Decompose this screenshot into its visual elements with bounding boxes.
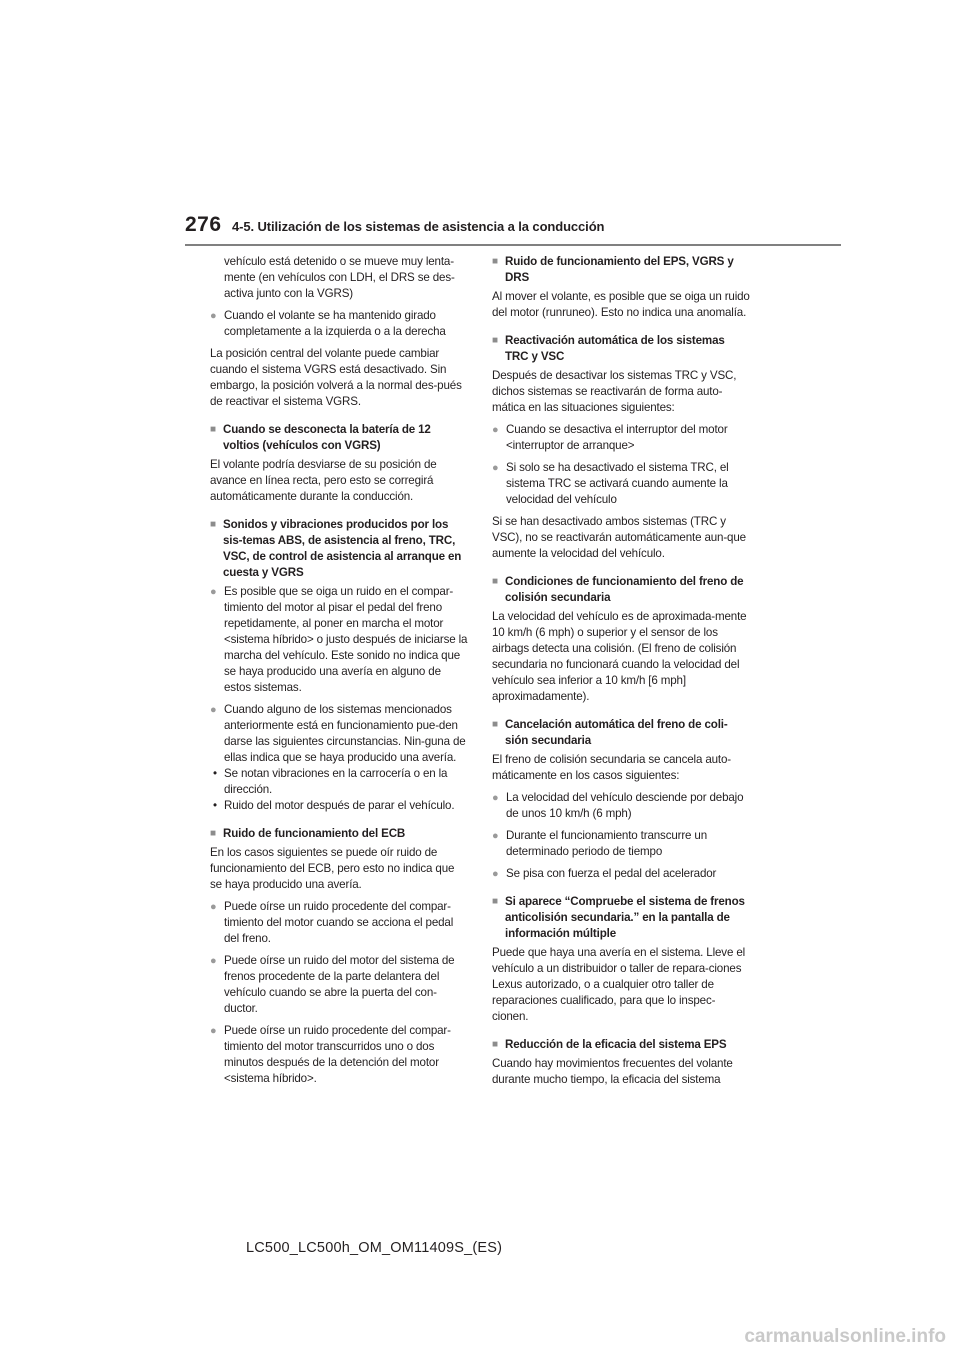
paragraph: La posición central del volante puede cambiar cuando el sistema VGRS está desactivado. Sin embargo, la posición volverá a la normal des-pués de reactivar el sistema VGRS.	[210, 347, 462, 408]
paragraph: El freno de colisión secundaria se cancela auto-máticamente en los casos siguientes:	[492, 753, 731, 782]
bullet-item: ● Puede oírse un ruido del motor del sistema de frenos procedente de la parte delantera del vehículo cuando se abre la puerta del con-ductor.	[210, 953, 468, 1017]
paragraph: Después de desactivar los sistemas TRC y VSC, dichos sistemas se reactivarán de forma auto-mática en las situaciones siguientes:	[492, 369, 737, 414]
paragraph: Al mover el volante, es posible que se oiga un ruido del motor (runruneo). Esto no indica una anomalía.	[492, 290, 750, 319]
bullet-item: ● Se pisa con fuerza el pedal del acelerador	[492, 866, 750, 882]
watermark-link[interactable]: carmanualsonline.info	[744, 1326, 946, 1347]
bullet-item: ● Puede oírse un ruido procedente del compar-timiento del motor cuando se acciona el pedal del freno.	[210, 899, 468, 947]
section-title: 4-5. Utilización de los sistemas de asistencia a la conducción	[232, 219, 605, 234]
bullet-item: ● La velocidad del vehículo desciende por debajo de unos 10 km/h (6 mph)	[492, 790, 750, 822]
bullet-item: ● Si solo se ha desactivado el sistema TRC, el sistema TRC se activará cuando aumente la velocidad del vehículo	[492, 460, 750, 508]
page-number: 276	[185, 213, 222, 236]
section-heading: ■ Reducción de la eficacia del sistema EPS	[492, 1037, 750, 1053]
page-header	[185, 213, 840, 247]
section-heading: ■ Ruido de funcionamiento del ECB	[210, 826, 468, 842]
left-column	[210, 254, 468, 1093]
header-divider	[185, 244, 841, 246]
section-heading: ■ Ruido de funcionamiento del EPS, VGRS y DRS	[492, 254, 750, 286]
bullet-item: ● Es posible que se oiga un ruido en el compar-timiento del motor al pisar el pedal del freno repetidamente, al poner en marcha el motor <sistema híbrido> o justo después de iniciarse la marcha del vehículo. Este sonido no indica que se haya producido una avería en alguno de estos sistemas.	[210, 584, 468, 696]
section-heading: ■ Reactivación automática de los sistemas TRC y VSC	[492, 333, 750, 365]
right-column	[492, 254, 750, 1094]
dot-item: • Se notan vibraciones en la carrocería o en la dirección.	[210, 766, 468, 798]
paragraph: Puede que haya una avería en el sistema. Lleve el vehículo a un distribuidor o taller de repara-ciones Lexus autorizado, o a cualquier otro taller de reparaciones cualificado, para que lo inspec-cionen.	[492, 946, 746, 1023]
bullet-item: ● Durante el funcionamiento transcurre un determinado periodo de tiempo	[492, 828, 750, 860]
paragraph: El volante podría desviarse de su posición de avance en línea recta, pero esto se corregirá automáticamente durante la conducción.	[210, 458, 437, 503]
bullet-item: ● Cuando el volante se ha mantenido girado completamente a la izquierda o a la derecha	[210, 308, 468, 340]
section-heading: ■ Cuando se desconecta la batería de 12 voltios (vehículos con VGRS)	[210, 422, 468, 454]
continued-text: vehículo está detenido o se mueve muy lenta-mente (en vehículos con LDH, el DRS se des-activa junto con la VGRS)	[224, 255, 455, 300]
bullet-item: ● Puede oírse un ruido procedente del compar-timiento del motor transcurridos uno o dos minutos después de la detención del motor <sistema híbrido>.	[210, 1023, 468, 1087]
dot-item: • Ruido del motor después de parar el vehículo.	[210, 798, 468, 814]
paragraph: La velocidad del vehículo es de aproximada-mente 10 km/h (6 mph) o superior y el sensor de los airbags detecta una colisión. (El freno de colisión secundaria no funcionará cuando la velocidad del vehículo sea inferior a 10 km/h [6 mph] aproximadamente).	[492, 610, 747, 703]
section-heading: ■ Si aparece “Compruebe el sistema de frenos anticolisión secundaria.” en la pantalla de información múltiple	[492, 894, 750, 942]
section-heading: ■ Cancelación automática del freno de coli-sión secundaria	[492, 717, 750, 749]
section-heading: ■ Condiciones de funcionamiento del freno de colisión secundaria	[492, 574, 750, 606]
paragraph: Cuando hay movimientos frecuentes del volante durante mucho tiempo, la eficacia del sistema	[492, 1057, 733, 1086]
manual-code: LC500_LC500h_OM_OM11409S_(ES)	[246, 1240, 503, 1256]
bullet-item: ● Cuando se desactiva el interruptor del motor <interruptor de arranque>	[492, 422, 750, 454]
paragraph: En los casos siguientes se puede oír ruido de funcionamiento del ECB, pero esto no indica que se haya producido una avería.	[210, 846, 455, 891]
bullet-item: ● Cuando alguno de los sistemas mencionados anteriormente está en funcionamiento pue-den darse las siguientes circunstancias. Nin-guna de ellas indica que se haya producido una avería.	[210, 702, 468, 766]
paragraph: Si se han desactivado ambos sistemas (TRC y VSC), no se reactivarán automáticamente aun-que aumente la velocidad del vehículo.	[492, 515, 746, 560]
section-heading: ■ Sonidos y vibraciones producidos por los sis-temas ABS, de asistencia al freno, TRC, VSC, de control de asistencia al arranque en cuesta y VGRS	[210, 517, 468, 581]
